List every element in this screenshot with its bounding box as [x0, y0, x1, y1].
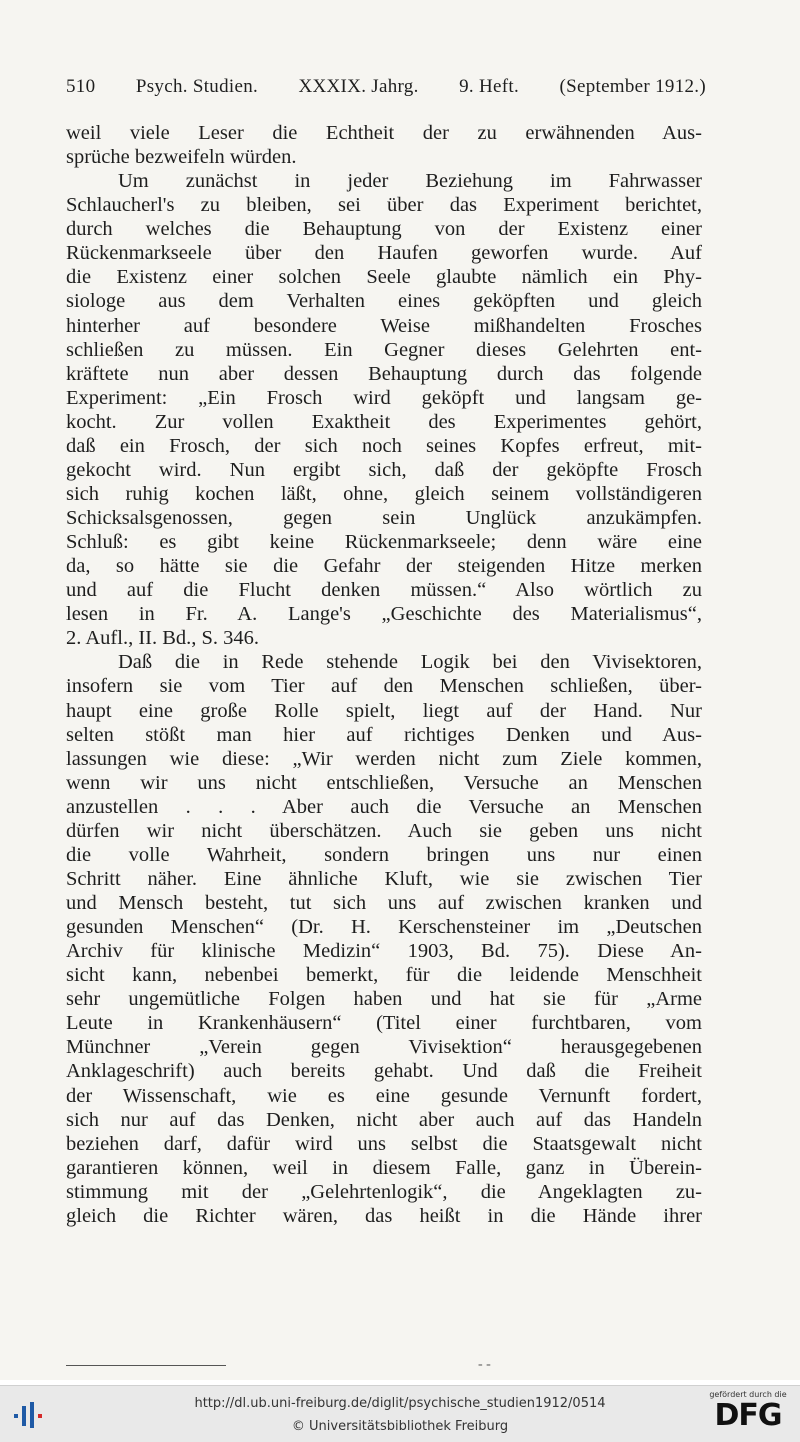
text-line: da, so hätte sie die Gefahr der steigenden Hitze merken — [66, 555, 702, 578]
issue-date: (September 1912.) — [559, 76, 706, 97]
dfg-logo — [706, 1390, 790, 1432]
text-line: wenn wir uns nicht entschließen, Versuche an Menschen — [66, 771, 702, 794]
text-line: Schlaucherl's zu bleiben, sei über das Experiment berichtet, — [66, 194, 702, 217]
dfg-wordmark: DFG — [714, 1398, 782, 1433]
text-line: Rückenmarkseele über den Haufen geworfen wurde. Auf — [66, 242, 702, 265]
text-line: lassungen wie diese: „Wir werden nicht zum Ziele kommen, — [66, 747, 702, 770]
text-line: sich nur auf das Denken, nicht aber auch auf das Handeln — [66, 1108, 702, 1131]
text-line: siologe aus dem Verhalten eines geköpften und gleich — [66, 290, 702, 313]
permalink[interactable]: http://dl.ub.uni-freiburg.de/diglit/psychische_studien1912/0514 — [194, 1396, 606, 1411]
text-line: dürfen wir nicht überschätzen. Auch sie geben uns nicht — [66, 819, 702, 842]
text-line: sich ruhig kochen läßt, ohne, gleich seinem vollständigeren — [66, 482, 702, 505]
text-line: Leute in Krankenhäusern“ (Titel einer furchtbaren, vom — [66, 1012, 702, 1035]
text-line: Schritt näher. Eine ähnliche Kluft, wie sie zwischen Tier — [66, 867, 702, 890]
text-line: Um zunächst in jeder Beziehung im Fahrwasser — [118, 170, 702, 193]
text-line: Münchner „Verein gegen Vivisektion“ herausgegebenen — [66, 1036, 702, 1059]
text-line: 2. Aufl., II. Bd., S. 346. — [66, 627, 260, 650]
dfg-caption: gefördert durch die — [709, 1390, 787, 1399]
issue: 9. Heft. — [459, 76, 520, 97]
text-line: hinterher auf besondere Weise mißhandelten Frosches — [66, 314, 702, 337]
text-line: beziehen darf, dafür wird uns selbst die Staatsgewalt nicht — [66, 1132, 702, 1155]
text-line: gesunden Menschen“ (Dr. H. Kerschensteiner im „Deutschen — [66, 916, 702, 939]
page-number: 510 — [66, 76, 96, 97]
copyright-notice: © Universitätsbibliothek Freiburg — [291, 1419, 509, 1434]
text-line: gleich die Richter wären, das heißt in die Hände ihrer — [66, 1204, 702, 1227]
text-line: und auf die Flucht denken müssen.“ Also wörtlich zu — [66, 579, 702, 602]
viewer-footer — [0, 1385, 800, 1442]
text-line: gekocht wird. Nun ergibt sich, daß der geköpfte Frosch — [66, 458, 702, 481]
text-line: Anklageschrift) auch bereits gehabt. Und daß die Freiheit — [66, 1060, 702, 1083]
text-line: daß ein Frosch, der sich noch seines Kopfes erfreut, mit- — [66, 434, 702, 457]
text-line: der Wissenschaft, wie es eine gesunde Vernunft fordert, — [66, 1084, 702, 1107]
body-text — [66, 121, 702, 1228]
text-line: haupt eine große Rolle spielt, liegt auf der Hand. Nur — [66, 699, 702, 722]
text-line: Archiv für klinische Medizin“ 1903, Bd. 75). Diese An- — [66, 940, 702, 963]
running-head — [66, 76, 706, 98]
text-line: Schicksalsgenossen, gegen sein Unglück anzukämpfen. — [66, 507, 702, 529]
text-line: sprüche bezweifeln würden. — [66, 146, 297, 169]
text-line: Daß die in Rede stehende Logik bei den Vivisektoren, — [118, 651, 702, 674]
text-line: die Existenz einer solchen Seele glaubte nämlich ein Phy- — [66, 266, 702, 289]
text-line: und Mensch besteht, tut sich uns auf zwischen kranken und — [66, 892, 702, 914]
text-line: garantieren können, weil in diesem Falle, ganz in Überein- — [66, 1156, 702, 1179]
text-line: weil viele Leser die Echtheit der zu erwähnenden Aus- — [66, 122, 702, 144]
text-line: die volle Wahrheit, sondern bringen uns nur einen — [66, 843, 702, 866]
text-line: kräftete nun aber dessen Behauptung durch das folgende — [66, 362, 702, 385]
volume: XXXIX. Jahrg. — [298, 76, 419, 97]
text-line: stimmung mit der „Gelehrtenlogik“, die Angeklagten zu- — [66, 1180, 702, 1203]
footnote-divider — [66, 1365, 226, 1366]
footnote-marks: - - — [478, 1357, 491, 1372]
text-line: schließen zu müssen. Ein Gegner dieses Gelehrten ent- — [66, 338, 702, 361]
text-line: insofern sie vom Tier auf den Menschen schließen, über- — [66, 675, 702, 698]
text-line: durch welches die Behauptung von der Existenz einer — [66, 218, 702, 241]
text-line: lesen in Fr. A. Lange's „Geschichte des Materialismus“, — [66, 603, 702, 626]
text-line: anzustellen . . . Aber auch die Versuche an Menschen — [66, 795, 702, 818]
journal-title: Psych. Studien. — [135, 76, 259, 97]
text-line: Schluß: es gibt keine Rückenmarkseele; denn wäre eine — [66, 531, 702, 554]
text-line: kocht. Zur vollen Exaktheit des Experimentes gehört, — [66, 410, 702, 433]
text-line: sehr ungemütliche Folgen haben und hat sie für „Arme — [66, 988, 702, 1011]
text-line: Experiment: „Ein Frosch wird geköpft und langsam ge- — [66, 386, 702, 409]
text-line: sicht kann, nebenbei bemerkt, für die leidende Menschheit — [66, 964, 702, 987]
text-line: selten stößt man hier auf richtiges Denken und Aus- — [66, 723, 702, 746]
